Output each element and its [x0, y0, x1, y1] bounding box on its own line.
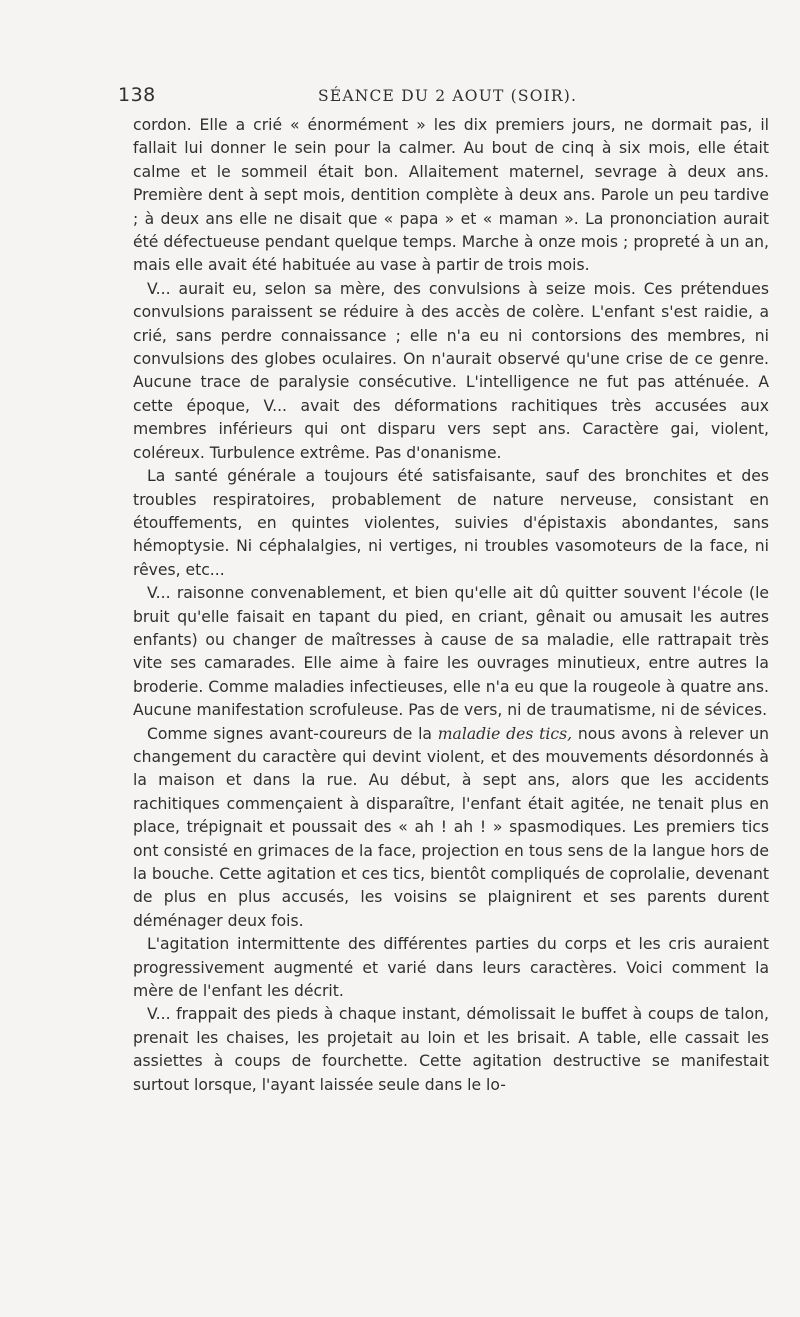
- paragraph-5-start: Comme signes avant-coureurs de la: [147, 724, 438, 743]
- paragraph-5-end: nous avons à relever un changement du caractère qui devint violent, et des mouvements désordonnés à la maison et dans la rue. Au début, à sept ans, alors que les accidents rachitiques commençaient à disparaître, l'enfant était agitée, ne tenait plus en place, trépignait et poussait des « ah ! ah ! » spasmodiques. Les premiers tics ont consisté en grimaces de la face, projection en tous sens de la langue hors de la bouche. Cette agitation et ces tics, bientôt compliqués de coprolalie, devenant de plus en plus accusés, les voisins se plaignirent et ses parents durent déménager deux fois.: [133, 724, 769, 930]
- paragraph-2: V... aurait eu, selon sa mère, des convulsions à seize mois. Ces prétendues convulsions paraissent se réduire à des accès de colère. L'enfant s'est raidie, a crié, sans perdre connaissance ; elle n'a eu ni contorsions des membres, ni convulsions des globes oculaires. On n'aurait observé qu'une crise de ce genre. Aucune trace de paralysie consécutive. L'intelligence ne fut pas atténuée. A cette époque, V... avait des déformations rachitiques très accusées aux membres inférieurs qui ont disparu vers sept ans. Caractère gai, violent, coléreux. Turbulence extrême. Pas d'onanisme.: [133, 279, 769, 462]
- paragraph-3: La santé générale a toujours été satisfaisante, sauf des bronchites et des troubles respiratoires, probablement de nature nerveuse, consistant en étouffements, en quintes violentes, suivies d'épistaxis abondantes, sans hémoptysie. Ni céphalalgies, ni vertiges, ni troubles vasomoteurs de la face, ni rêves, etc...: [133, 467, 769, 579]
- paragraph-4: V... raisonne convenablement, et bien qu'elle ait dû quitter souvent l'école (le bruit qu'elle faisait en tapant du pied, en criant, gênait ou amusait les autres enfants) ou changer de maîtresses à cause de sa maladie, elle rattrapait très vite ses camarades. Elle aime à faire les ouvrages minutieux, entre autres la broderie. Comme maladies infectieuses, elle n'a eu que la rougeole à quatre ans. Aucune manifestation scrofuleuse. Pas de vers, ni de traumatisme, ni de sévices.: [133, 584, 769, 720]
- paragraph-7: V... frappait des pieds à chaque instant, démolissait le buffet à coups de talon, prenait les chaises, les projetait au loin et les brisait. A table, elle cassait les assiettes à coups de fourchette. Cette agitation destructive se manifestait surtout lorsque, l'ayant laissée seule dans le lo-: [133, 1005, 769, 1094]
- page-header: [118, 84, 753, 114]
- page-number: 138: [118, 84, 156, 106]
- running-title: SÉANCE DU 2 AOUT (SOIR).: [318, 87, 578, 105]
- body-text: [133, 114, 769, 1097]
- paragraph-6: L'agitation intermittente des différentes parties du corps et les cris auraient progressivement augmenté et varié dans leurs caractères. Voici comment la mère de l'enfant les décrit.: [133, 935, 769, 1001]
- paragraph-5: [133, 723, 769, 934]
- paragraph-1: cordon. Elle a crié « énormément » les dix premiers jours, ne dormait pas, il fallait lui donner le sein pour la calmer. Au bout de cinq à six mois, elle était calme et le sommeil était bon. Allaitement maternel, sevrage à deux ans. Première dent à sept mois, dentition complète à deux ans. Parole un peu tardive ; à deux ans elle ne disait que « papa » et « maman ». La prononciation aurait été défectueuse pendant quelque temps. Marche à onze mois ; propreté à un an, mais elle avait été habituée au vase à partir de trois mois.: [133, 116, 769, 275]
- italic-term: maladie des tics,: [437, 724, 573, 743]
